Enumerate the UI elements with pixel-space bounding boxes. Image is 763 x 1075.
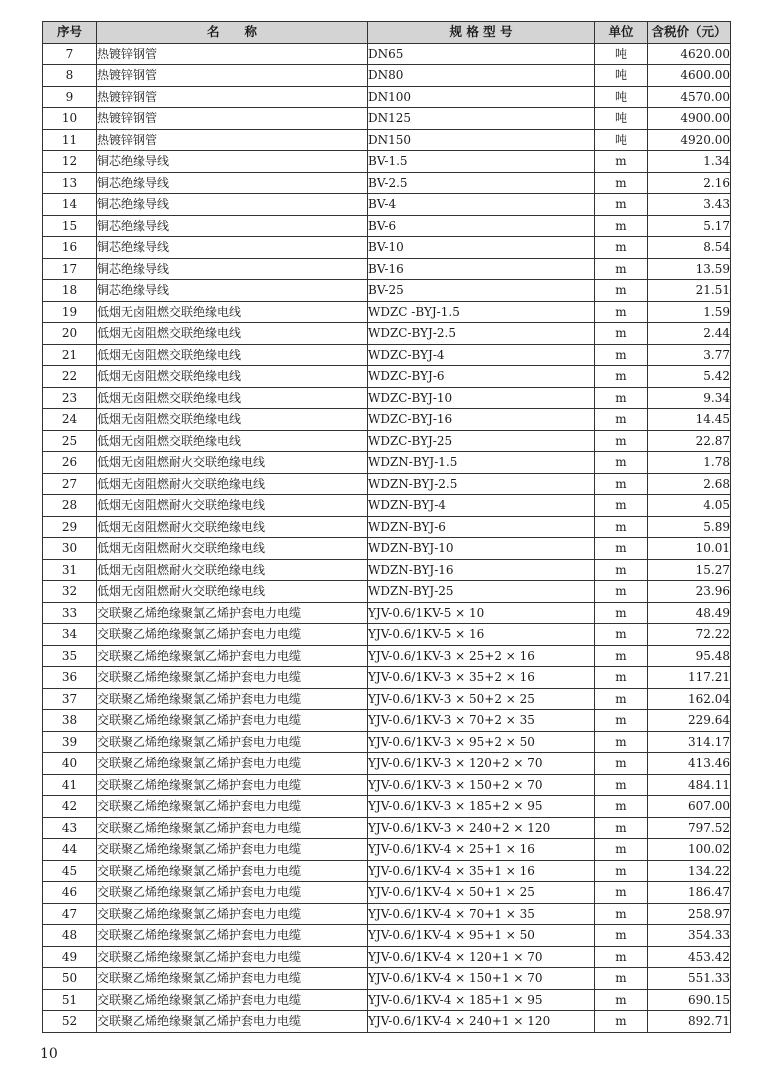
cell-spec: WDZN-BYJ-25 [368,581,595,603]
cell-price: 4600.00 [648,65,731,87]
cell-spec: WDZC-BYJ-25 [368,430,595,452]
cell-index: 25 [43,430,97,452]
cell-index: 21 [43,344,97,366]
cell-unit: m [595,753,648,775]
cell-unit: m [595,817,648,839]
cell-name: 交联聚乙烯绝缘聚氯乙烯护套电力电缆 [97,645,368,667]
cell-unit: m [595,903,648,925]
table-row [43,151,731,173]
cell-spec: YJV-0.6/1KV-3 × 50+2 × 25 [368,688,595,710]
cell-index: 15 [43,215,97,237]
cell-name: 交联聚乙烯绝缘聚氯乙烯护套电力电缆 [97,624,368,646]
header-row [43,22,731,44]
price-table [42,21,731,1033]
table-row [43,968,731,990]
cell-name: 交联聚乙烯绝缘聚氯乙烯护套电力电缆 [97,882,368,904]
cell-name: 交联聚乙烯绝缘聚氯乙烯护套电力电缆 [97,796,368,818]
cell-unit: m [595,796,648,818]
table-row [43,839,731,861]
table-row [43,925,731,947]
table-row [43,989,731,1011]
cell-index: 27 [43,473,97,495]
cell-spec: WDZN-BYJ-16 [368,559,595,581]
cell-index: 29 [43,516,97,538]
table-row [43,624,731,646]
cell-index: 45 [43,860,97,882]
cell-name: 交联聚乙烯绝缘聚氯乙烯护套电力电缆 [97,731,368,753]
cell-name: 低烟无卤阻燃耐火交联绝缘电线 [97,538,368,560]
cell-price: 2.44 [648,323,731,345]
cell-index: 20 [43,323,97,345]
cell-spec: DN65 [368,43,595,65]
cell-unit: m [595,366,648,388]
table-row [43,409,731,431]
cell-name: 交联聚乙烯绝缘聚氯乙烯护套电力电缆 [97,946,368,968]
cell-index: 22 [43,366,97,388]
cell-unit: m [595,731,648,753]
cell-index: 14 [43,194,97,216]
table-row [43,194,731,216]
cell-unit: m [595,215,648,237]
cell-unit: m [595,925,648,947]
cell-price: 186.47 [648,882,731,904]
cell-price: 551.33 [648,968,731,990]
table-row [43,366,731,388]
cell-name: 低烟无卤阻燃耐火交联绝缘电线 [97,516,368,538]
cell-price: 690.15 [648,989,731,1011]
cell-price: 117.21 [648,667,731,689]
cell-price: 134.22 [648,860,731,882]
cell-price: 354.33 [648,925,731,947]
cell-index: 31 [43,559,97,581]
cell-unit: m [595,194,648,216]
table-row [43,65,731,87]
table-row [43,301,731,323]
cell-name: 交联聚乙烯绝缘聚氯乙烯护套电力电缆 [97,667,368,689]
cell-price: 100.02 [648,839,731,861]
table-row [43,495,731,517]
cell-unit: m [595,860,648,882]
cell-price: 892.71 [648,1011,731,1033]
cell-name: 铜芯绝缘导线 [97,215,368,237]
cell-name: 交联聚乙烯绝缘聚氯乙烯护套电力电缆 [97,753,368,775]
cell-price: 95.48 [648,645,731,667]
header-unit: 单位 [595,22,648,44]
table-row [43,344,731,366]
table-row [43,43,731,65]
cell-unit: m [595,946,648,968]
cell-name: 交联聚乙烯绝缘聚氯乙烯护套电力电缆 [97,860,368,882]
cell-price: 162.04 [648,688,731,710]
table-row [43,86,731,108]
cell-price: 21.51 [648,280,731,302]
cell-spec: YJV-0.6/1KV-3 × 185+2 × 95 [368,796,595,818]
cell-spec: YJV-0.6/1KV-5 × 16 [368,624,595,646]
cell-name: 低烟无卤阻燃交联绝缘电线 [97,430,368,452]
cell-index: 39 [43,731,97,753]
cell-spec: YJV-0.6/1KV-3 × 35+2 × 16 [368,667,595,689]
cell-spec: YJV-0.6/1KV-4 × 185+1 × 95 [368,989,595,1011]
cell-price: 1.59 [648,301,731,323]
cell-index: 43 [43,817,97,839]
table-row [43,731,731,753]
cell-name: 交联聚乙烯绝缘聚氯乙烯护套电力电缆 [97,710,368,732]
cell-spec: WDZC -BYJ-1.5 [368,301,595,323]
cell-unit: m [595,645,648,667]
cell-name: 低烟无卤阻燃交联绝缘电线 [97,409,368,431]
cell-unit: m [595,452,648,474]
cell-price: 797.52 [648,817,731,839]
table-row [43,860,731,882]
table-row [43,688,731,710]
cell-spec: YJV-0.6/1KV-3 × 95+2 × 50 [368,731,595,753]
cell-unit: 吨 [595,43,648,65]
cell-spec: WDZN-BYJ-10 [368,538,595,560]
cell-index: 11 [43,129,97,151]
cell-spec: DN80 [368,65,595,87]
cell-index: 51 [43,989,97,1011]
cell-name: 铜芯绝缘导线 [97,280,368,302]
cell-spec: DN150 [368,129,595,151]
cell-price: 72.22 [648,624,731,646]
cell-spec: YJV-0.6/1KV-4 × 95+1 × 50 [368,925,595,947]
cell-unit: m [595,258,648,280]
cell-index: 30 [43,538,97,560]
cell-unit: m [595,667,648,689]
cell-spec: YJV-0.6/1KV-4 × 120+1 × 70 [368,946,595,968]
cell-price: 1.78 [648,452,731,474]
cell-name: 铜芯绝缘导线 [97,194,368,216]
cell-name: 交联聚乙烯绝缘聚氯乙烯护套电力电缆 [97,839,368,861]
cell-unit: m [595,387,648,409]
cell-price: 413.46 [648,753,731,775]
cell-unit: 吨 [595,108,648,130]
cell-unit: m [595,1011,648,1033]
cell-price: 10.01 [648,538,731,560]
cell-name: 铜芯绝缘导线 [97,151,368,173]
cell-spec: YJV-0.6/1KV-4 × 240+1 × 120 [368,1011,595,1033]
cell-unit: m [595,774,648,796]
cell-index: 13 [43,172,97,194]
cell-spec: YJV-0.6/1KV-5 × 10 [368,602,595,624]
cell-price: 4570.00 [648,86,731,108]
cell-spec: DN125 [368,108,595,130]
cell-name: 低烟无卤阻燃耐火交联绝缘电线 [97,473,368,495]
cell-index: 52 [43,1011,97,1033]
cell-index: 48 [43,925,97,947]
cell-name: 交联聚乙烯绝缘聚氯乙烯护套电力电缆 [97,774,368,796]
cell-price: 4620.00 [648,43,731,65]
cell-index: 35 [43,645,97,667]
cell-unit: m [595,323,648,345]
cell-index: 12 [43,151,97,173]
table-row [43,538,731,560]
table-row [43,882,731,904]
cell-index: 8 [43,65,97,87]
table-row [43,817,731,839]
cell-name: 交联聚乙烯绝缘聚氯乙烯护套电力电缆 [97,968,368,990]
cell-price: 14.45 [648,409,731,431]
cell-spec: YJV-0.6/1KV-3 × 25+2 × 16 [368,645,595,667]
cell-price: 4920.00 [648,129,731,151]
cell-price: 8.54 [648,237,731,259]
cell-price: 2.16 [648,172,731,194]
cell-spec: BV-16 [368,258,595,280]
cell-spec: YJV-0.6/1KV-3 × 70+2 × 35 [368,710,595,732]
cell-price: 484.11 [648,774,731,796]
cell-index: 41 [43,774,97,796]
table-row [43,796,731,818]
cell-index: 26 [43,452,97,474]
cell-name: 铜芯绝缘导线 [97,258,368,280]
table-row [43,602,731,624]
cell-unit: m [595,882,648,904]
cell-name: 低烟无卤阻燃耐火交联绝缘电线 [97,559,368,581]
cell-price: 3.77 [648,344,731,366]
cell-price: 453.42 [648,946,731,968]
cell-price: 22.87 [648,430,731,452]
cell-spec: YJV-0.6/1KV-4 × 25+1 × 16 [368,839,595,861]
cell-unit: m [595,989,648,1011]
cell-price: 229.64 [648,710,731,732]
cell-index: 46 [43,882,97,904]
cell-name: 交联聚乙烯绝缘聚氯乙烯护套电力电缆 [97,602,368,624]
cell-unit: m [595,172,648,194]
cell-price: 607.00 [648,796,731,818]
cell-index: 7 [43,43,97,65]
page-number: 10 [40,1046,58,1062]
cell-spec: WDZN-BYJ-6 [368,516,595,538]
cell-unit: m [595,280,648,302]
cell-index: 18 [43,280,97,302]
cell-spec: YJV-0.6/1KV-4 × 50+1 × 25 [368,882,595,904]
cell-price: 5.42 [648,366,731,388]
cell-spec: BV-6 [368,215,595,237]
cell-name: 低烟无卤阻燃耐火交联绝缘电线 [97,495,368,517]
cell-name: 热镀锌钢管 [97,129,368,151]
cell-price: 1.34 [648,151,731,173]
table-row [43,946,731,968]
cell-name: 交联聚乙烯绝缘聚氯乙烯护套电力电缆 [97,688,368,710]
cell-spec: BV-4 [368,194,595,216]
cell-spec: WDZN-BYJ-1.5 [368,452,595,474]
cell-name: 铜芯绝缘导线 [97,172,368,194]
table-row [43,903,731,925]
cell-name: 热镀锌钢管 [97,108,368,130]
table-row [43,108,731,130]
table-row [43,215,731,237]
cell-index: 38 [43,710,97,732]
cell-index: 24 [43,409,97,431]
cell-unit: 吨 [595,129,648,151]
cell-spec: DN100 [368,86,595,108]
cell-index: 33 [43,602,97,624]
table-row [43,258,731,280]
cell-name: 低烟无卤阻燃交联绝缘电线 [97,301,368,323]
cell-spec: YJV-0.6/1KV-3 × 240+2 × 120 [368,817,595,839]
cell-unit: m [595,516,648,538]
table-row [43,323,731,345]
cell-unit: m [595,559,648,581]
cell-spec: WDZC-BYJ-4 [368,344,595,366]
table-row [43,710,731,732]
cell-name: 热镀锌钢管 [97,86,368,108]
cell-spec: YJV-0.6/1KV-4 × 70+1 × 35 [368,903,595,925]
table-row [43,559,731,581]
cell-spec: YJV-0.6/1KV-3 × 150+2 × 70 [368,774,595,796]
cell-unit: m [595,473,648,495]
table-row [43,430,731,452]
cell-index: 23 [43,387,97,409]
cell-name: 低烟无卤阻燃交联绝缘电线 [97,344,368,366]
table-body [43,43,731,1032]
cell-unit: m [595,624,648,646]
cell-unit: m [595,688,648,710]
cell-name: 低烟无卤阻燃交联绝缘电线 [97,366,368,388]
cell-price: 5.89 [648,516,731,538]
cell-index: 28 [43,495,97,517]
cell-name: 低烟无卤阻燃耐火交联绝缘电线 [97,452,368,474]
cell-spec: YJV-0.6/1KV-4 × 35+1 × 16 [368,860,595,882]
cell-index: 36 [43,667,97,689]
header-spec: 规 格 型 号 [368,22,595,44]
cell-unit: m [595,301,648,323]
table-row [43,452,731,474]
table-row [43,129,731,151]
table-row [43,1011,731,1033]
cell-price: 15.27 [648,559,731,581]
table-row [43,387,731,409]
cell-index: 34 [43,624,97,646]
cell-unit: m [595,430,648,452]
cell-spec: YJV-0.6/1KV-4 × 150+1 × 70 [368,968,595,990]
cell-index: 40 [43,753,97,775]
cell-price: 13.59 [648,258,731,280]
cell-unit: 吨 [595,86,648,108]
cell-name: 铜芯绝缘导线 [97,237,368,259]
cell-spec: WDZN-BYJ-4 [368,495,595,517]
cell-price: 9.34 [648,387,731,409]
table-row [43,172,731,194]
cell-unit: m [595,237,648,259]
cell-price: 3.43 [648,194,731,216]
cell-spec: YJV-0.6/1KV-3 × 120+2 × 70 [368,753,595,775]
cell-name: 交联聚乙烯绝缘聚氯乙烯护套电力电缆 [97,1011,368,1033]
table-header [43,22,731,44]
cell-unit: m [595,581,648,603]
cell-price: 314.17 [648,731,731,753]
cell-index: 32 [43,581,97,603]
cell-price: 2.68 [648,473,731,495]
cell-unit: m [595,409,648,431]
cell-unit: m [595,344,648,366]
header-price: 含税价（元） [648,22,731,44]
cell-price: 48.49 [648,602,731,624]
cell-spec: BV-25 [368,280,595,302]
cell-spec: WDZN-BYJ-2.5 [368,473,595,495]
cell-index: 9 [43,86,97,108]
cell-unit: 吨 [595,65,648,87]
cell-spec: WDZC-BYJ-16 [368,409,595,431]
cell-index: 19 [43,301,97,323]
cell-index: 44 [43,839,97,861]
header-name: 名 称 [97,22,368,44]
cell-name: 低烟无卤阻燃交联绝缘电线 [97,323,368,345]
table-row [43,774,731,796]
cell-unit: m [595,602,648,624]
cell-index: 42 [43,796,97,818]
cell-index: 17 [43,258,97,280]
cell-spec: WDZC-BYJ-10 [368,387,595,409]
table-row [43,280,731,302]
table-row [43,667,731,689]
cell-spec: BV-2.5 [368,172,595,194]
cell-unit: m [595,968,648,990]
cell-name: 热镀锌钢管 [97,43,368,65]
table-row [43,516,731,538]
cell-index: 16 [43,237,97,259]
cell-name: 低烟无卤阻燃交联绝缘电线 [97,387,368,409]
cell-index: 50 [43,968,97,990]
cell-price: 23.96 [648,581,731,603]
cell-spec: BV-1.5 [368,151,595,173]
cell-unit: m [595,538,648,560]
cell-name: 交联聚乙烯绝缘聚氯乙烯护套电力电缆 [97,817,368,839]
cell-index: 49 [43,946,97,968]
cell-spec: WDZC-BYJ-6 [368,366,595,388]
cell-price: 5.17 [648,215,731,237]
cell-index: 10 [43,108,97,130]
cell-name: 低烟无卤阻燃耐火交联绝缘电线 [97,581,368,603]
cell-index: 47 [43,903,97,925]
table-row [43,237,731,259]
cell-unit: m [595,710,648,732]
cell-price: 4.05 [648,495,731,517]
cell-unit: m [595,839,648,861]
cell-name: 交联聚乙烯绝缘聚氯乙烯护套电力电缆 [97,925,368,947]
cell-spec: BV-10 [368,237,595,259]
table-row [43,581,731,603]
table-row [43,753,731,775]
cell-name: 交联聚乙烯绝缘聚氯乙烯护套电力电缆 [97,903,368,925]
cell-index: 37 [43,688,97,710]
cell-name: 交联聚乙烯绝缘聚氯乙烯护套电力电缆 [97,989,368,1011]
cell-price: 4900.00 [648,108,731,130]
table-row [43,645,731,667]
cell-spec: WDZC-BYJ-2.5 [368,323,595,345]
header-index: 序号 [43,22,97,44]
table-row [43,473,731,495]
cell-name: 热镀锌钢管 [97,65,368,87]
cell-price: 258.97 [648,903,731,925]
cell-unit: m [595,495,648,517]
cell-unit: m [595,151,648,173]
